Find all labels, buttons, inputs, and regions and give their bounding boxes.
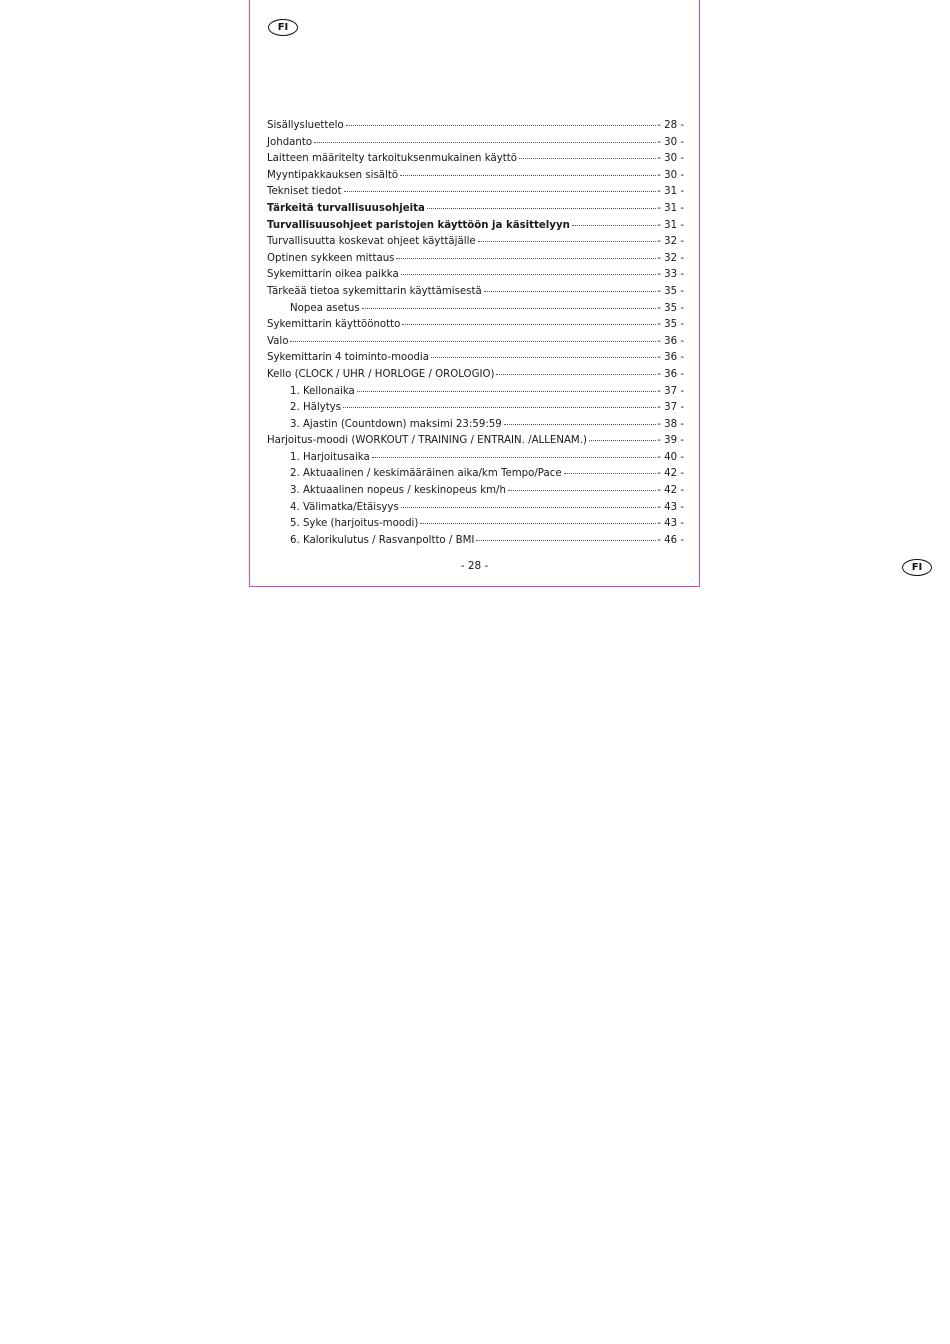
toc-entry-title: 1. Kellonaika bbox=[290, 385, 355, 397]
toc-entry-title: Sykemittarin käyttöönotto bbox=[267, 319, 401, 331]
toc-entry-page: - 30 - bbox=[657, 169, 684, 181]
toc-entry-title: Tärkeitä turvallisuusohjeita bbox=[267, 202, 425, 214]
table-of-contents bbox=[267, 120, 684, 551]
language-tab-fi: FI bbox=[902, 559, 932, 576]
toc-entry[interactable] bbox=[267, 286, 684, 303]
toc-entry-title: Tärkeää tietoa sykemittarin käyttämisestä bbox=[267, 285, 482, 297]
toc-entry[interactable] bbox=[267, 153, 684, 170]
toc-entry-title: 3. Aktuaalinen nopeus / keskinopeus km/h bbox=[290, 485, 506, 497]
toc-entry[interactable] bbox=[267, 170, 684, 187]
toc-entry-page: - 30 - bbox=[657, 136, 684, 148]
dot-leader bbox=[420, 523, 656, 524]
toc-entry[interactable] bbox=[267, 236, 684, 253]
toc-entry[interactable] bbox=[267, 468, 684, 485]
toc-entry-page: - 37 - bbox=[657, 402, 684, 414]
toc-entry[interactable] bbox=[267, 452, 684, 469]
dot-leader bbox=[290, 341, 656, 342]
toc-entry-page: - 31 - bbox=[657, 219, 684, 231]
toc-entry-title: 3. Ajastin (Countdown) maksimi 23:59:59 bbox=[290, 418, 502, 430]
toc-entry-page: - 35 - bbox=[657, 302, 684, 314]
toc-entry-title: Turvallisuutta koskevat ohjeet käyttäjälle bbox=[267, 236, 476, 248]
toc-entry[interactable] bbox=[267, 485, 684, 502]
toc-entry[interactable] bbox=[267, 402, 684, 419]
toc-entry[interactable] bbox=[267, 386, 684, 403]
toc-entry-page: - 42 - bbox=[657, 468, 684, 480]
toc-entry[interactable] bbox=[267, 253, 684, 270]
document-page bbox=[249, 0, 700, 587]
toc-entry[interactable] bbox=[267, 336, 684, 353]
toc-entry-title: 2. Hälytys bbox=[290, 402, 342, 414]
toc-entry-title: Kello (CLOCK / UHR / HORLOGE / OROLOGIO) bbox=[267, 368, 495, 380]
dot-leader bbox=[372, 457, 656, 458]
dot-leader bbox=[357, 391, 656, 392]
toc-entry[interactable] bbox=[267, 502, 684, 519]
dot-leader bbox=[564, 473, 657, 474]
toc-entry[interactable] bbox=[267, 319, 684, 336]
toc-entry-title: Sisällysluettelo bbox=[267, 120, 344, 131]
dot-leader bbox=[401, 507, 656, 508]
toc-entry-page: - 46 - bbox=[657, 534, 684, 546]
toc-entry[interactable] bbox=[267, 203, 684, 220]
dot-leader bbox=[431, 357, 656, 358]
toc-entry[interactable] bbox=[267, 220, 684, 237]
toc-entry-page: - 43 - bbox=[657, 518, 684, 530]
toc-entry-page: - 42 - bbox=[657, 485, 684, 497]
dot-leader bbox=[343, 407, 656, 408]
dot-leader bbox=[344, 191, 657, 192]
dot-leader bbox=[402, 324, 656, 325]
dot-leader bbox=[478, 241, 657, 242]
page-number: - 28 - bbox=[460, 560, 489, 572]
dot-leader bbox=[476, 540, 656, 541]
toc-entry-title: 1. Harjoitusaika bbox=[290, 451, 370, 463]
dot-leader bbox=[346, 125, 656, 126]
toc-entry-title: Sykemittarin 4 toiminto-moodia bbox=[267, 352, 430, 364]
dot-leader bbox=[504, 424, 656, 425]
toc-entry-title: 2. Aktuaalinen / keskimääräinen aika/km Tempo/Pace bbox=[290, 468, 562, 480]
toc-entry-page: - 30 - bbox=[657, 153, 684, 165]
toc-entry[interactable] bbox=[267, 120, 684, 137]
toc-entry-page: - 39 - bbox=[657, 435, 684, 447]
toc-entry-page: - 31 - bbox=[657, 202, 684, 214]
toc-entry[interactable] bbox=[267, 352, 684, 369]
toc-entry-page: - 32 - bbox=[657, 236, 684, 248]
toc-entry-page: - 37 - bbox=[657, 385, 684, 397]
toc-entry-title: Harjoitus-moodi (WORKOUT / TRAINING / ENTRAIN. /ALLENAM.) bbox=[267, 435, 587, 447]
toc-entry-page: - 35 - bbox=[657, 319, 684, 331]
dot-leader bbox=[401, 274, 656, 275]
dot-leader bbox=[496, 374, 656, 375]
dot-leader bbox=[427, 208, 656, 209]
toc-entry-page: - 32 - bbox=[657, 252, 684, 264]
toc-entry-page: - 33 - bbox=[657, 269, 684, 281]
toc-entry[interactable] bbox=[267, 419, 684, 436]
toc-entry[interactable] bbox=[267, 186, 684, 203]
toc-entry-title: Tekniset tiedot bbox=[267, 186, 342, 198]
toc-entry-page: - 28 - bbox=[657, 120, 684, 131]
toc-entry-title: Laitteen määritelty tarkoituksenmukainen käyttö bbox=[267, 153, 517, 165]
toc-entry-title: Myyntipakkauksen sisältö bbox=[267, 169, 399, 181]
dot-leader bbox=[484, 291, 656, 292]
toc-entry-title: Valo bbox=[267, 335, 289, 347]
dot-leader bbox=[362, 308, 657, 309]
dot-leader bbox=[508, 490, 656, 491]
toc-entry-page: - 36 - bbox=[657, 335, 684, 347]
toc-entry-title: Nopea asetus bbox=[290, 302, 360, 314]
toc-entry-page: - 36 - bbox=[657, 352, 684, 364]
toc-entry-title: 6. Kalorikulutus / Rasvanpoltto / BMI bbox=[290, 534, 475, 546]
toc-entry[interactable] bbox=[267, 435, 684, 452]
toc-entry-title: Sykemittarin oikea paikka bbox=[267, 269, 399, 281]
toc-entry-page: - 36 - bbox=[657, 368, 684, 380]
toc-entry[interactable] bbox=[267, 269, 684, 286]
toc-entry-title: 4. Välimatka/Etäisyys bbox=[290, 501, 399, 513]
toc-entry-title: Turvallisuusohjeet paristojen käyttöön ja käsittelyyn bbox=[267, 219, 570, 231]
toc-entry-page: - 40 - bbox=[657, 451, 684, 463]
toc-entry[interactable] bbox=[267, 369, 684, 386]
toc-entry-title: 5. Syke (harjoitus-moodi) bbox=[290, 518, 419, 530]
toc-entry-page: - 31 - bbox=[657, 186, 684, 198]
toc-entry-title: Johdanto bbox=[267, 136, 313, 148]
dot-leader bbox=[519, 158, 656, 159]
toc-entry[interactable] bbox=[267, 303, 684, 320]
toc-entry[interactable] bbox=[267, 535, 684, 552]
toc-entry[interactable] bbox=[267, 518, 684, 535]
dot-leader bbox=[572, 225, 656, 226]
toc-entry-page: - 38 - bbox=[657, 418, 684, 430]
dot-leader bbox=[396, 258, 656, 259]
dot-leader bbox=[400, 175, 656, 176]
toc-entry-title: Optinen sykkeen mittaus bbox=[267, 252, 395, 264]
language-badge-fi: FI bbox=[268, 19, 298, 36]
dot-leader bbox=[589, 440, 656, 441]
toc-entry[interactable] bbox=[267, 137, 684, 154]
dot-leader bbox=[314, 142, 656, 143]
toc-entry-page: - 35 - bbox=[657, 285, 684, 297]
toc-entry-page: - 43 - bbox=[657, 501, 684, 513]
